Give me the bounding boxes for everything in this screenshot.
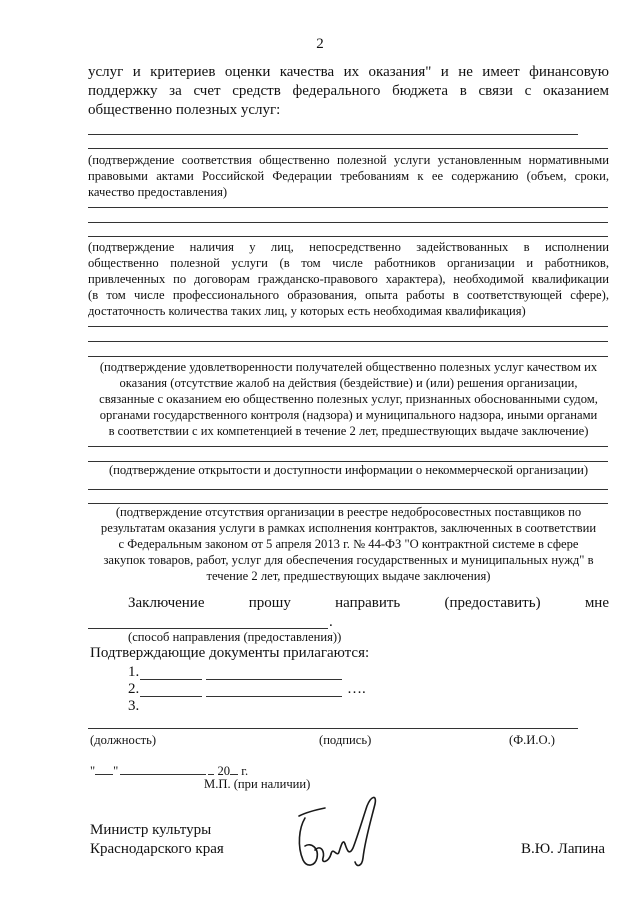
date-year-suffix-field[interactable] <box>230 774 238 775</box>
conclusion-request-line <box>128 594 609 613</box>
conclusion-word: мне <box>584 595 609 611</box>
note-qualification-line-2: общественно полезной услуги (в том числе работников организации и работников, <box>88 256 609 270</box>
conclusion-word: Заключение <box>128 595 205 611</box>
signature-label: (подпись) <box>319 733 372 747</box>
intro-paragraph <box>88 63 609 120</box>
intro-line-2: поддержку за счет средств федерального бюджета в связи с оказанием <box>88 83 609 99</box>
note-registry-line-2: результатам оказания услуги в рамках исполнения контрактов, заключенных в соответствии <box>100 521 597 535</box>
attachment-ellipsis: …. <box>347 681 366 697</box>
fill-line[interactable] <box>88 236 608 237</box>
date-year-suffix: г. <box>241 764 249 778</box>
fill-line[interactable] <box>88 356 608 357</box>
date-year-prefix: 20 <box>217 764 231 778</box>
position-label: (должность) <box>90 733 157 747</box>
delivery-method-note: (способ направления (предоставления)) <box>128 630 342 644</box>
fill-line[interactable] <box>88 222 608 223</box>
fill-line[interactable] <box>88 446 608 447</box>
name-label: (Ф.И.О.) <box>509 733 555 747</box>
note-qualification-line-3: привлеченных по договорам гражданско-правового характера), необходимой квалификации <box>88 272 609 286</box>
note-compliance <box>88 152 609 200</box>
note-qualification <box>88 239 609 319</box>
signer-title-line-1: Министр культуры <box>90 822 212 838</box>
conclusion-word: направить <box>335 595 401 611</box>
note-satisfaction-line-1: (подтверждение удовлетворенности получателей общественно полезных услуг качеством их <box>99 360 598 374</box>
note-compliance-line-3: качество предоставления) <box>88 185 228 199</box>
date-month-field[interactable] <box>120 774 206 775</box>
signature-field-line[interactable] <box>88 728 578 729</box>
note-compliance-line-2: правовыми актами Российской Федерации требованиям к ее содержанию (объем, сроки, <box>88 169 609 183</box>
note-qualification-line-4: (в том числе профессионального образования, опыта работы в соответствующей сфере), <box>88 288 609 302</box>
note-openness <box>88 462 609 478</box>
date-day-field[interactable] <box>95 774 113 775</box>
signer-title-line-2: Краснодарского края <box>90 841 224 857</box>
attachments-title: Подтверждающие документы прилагаются: <box>90 645 370 661</box>
attachment-item-2-number: 2. <box>128 681 140 697</box>
note-registry-line-3: с Федеральным законом от 5 апреля 2013 г. № 44-ФЗ "О контрактной системе в сфере <box>118 537 579 551</box>
attachment-item-1-field[interactable] <box>140 679 202 680</box>
attachment-item-2-field[interactable] <box>206 696 342 697</box>
note-registry-line-5: течение 2 лет, предшествующих выдаче заключения) <box>206 569 491 583</box>
date-close-quote: " <box>113 764 119 778</box>
date-year-field[interactable] <box>208 774 214 775</box>
handwritten-signature <box>285 788 390 873</box>
fill-line[interactable] <box>88 341 608 342</box>
fill-line[interactable] <box>88 207 608 208</box>
note-registry-line-4: закупок товаров, работ, услуг для обеспечения государственных и муниципальных нужд" в <box>103 553 594 567</box>
note-qualification-line-5: достаточность количества таких лиц, у которых есть необходимая квалификация) <box>88 304 526 318</box>
note-satisfaction-line-2: оказания (отсутствие жалоб на действия (бездействие) и (или) решения организации, <box>119 376 578 390</box>
note-registry-line-1: (подтверждение отсутствия организации в реестре недобросовестных поставщиков по <box>115 505 582 519</box>
date-open-quote: " <box>90 764 96 778</box>
conclusion-word: прошу <box>248 595 291 611</box>
attachment-item-1-field[interactable] <box>206 679 342 680</box>
note-compliance-line-1: (подтверждение соответствия общественно полезной услуги установленным нормативными <box>88 153 609 167</box>
fill-line[interactable] <box>88 326 608 327</box>
page-number: 2 <box>316 36 324 52</box>
attachment-item-2-field[interactable] <box>140 696 202 697</box>
note-satisfaction <box>88 359 609 439</box>
attachment-item-3-number: 3. <box>128 698 140 714</box>
fill-line[interactable] <box>88 134 578 135</box>
note-qualification-line-1: (подтверждение наличия у лиц, непосредственно задействованных в исполнении <box>88 240 609 254</box>
note-satisfaction-line-4: органами государственного контроля (надзора) и муниципального надзора, иными органами <box>99 408 598 422</box>
note-openness-line-1: (подтверждение открытости и доступности информации о некоммерческой организации) <box>108 463 589 477</box>
intro-line-3: общественно полезных услуг: <box>88 102 281 118</box>
stamp-note: М.П. (при наличии) <box>204 777 311 791</box>
attachment-item-1-number: 1. <box>128 664 140 680</box>
fill-line[interactable] <box>88 148 608 149</box>
intro-line-1: услуг и критериев оценки качества их оказания" и не имеет финансовую <box>88 64 609 80</box>
note-satisfaction-line-5: в соответствии с их компетенцией в течение 2 лет, предшествующих выдаче заключение) <box>108 424 589 438</box>
note-satisfaction-line-3: связанные с оказанием ею общественно полезных услуг, признанных обоснованными судом, <box>99 392 598 406</box>
fill-line[interactable] <box>88 489 608 490</box>
delivery-method-period: . <box>329 614 333 630</box>
signer-name: В.Ю. Лапина <box>521 841 606 857</box>
conclusion-word: (предоставить) <box>444 595 541 611</box>
note-registry <box>88 504 609 584</box>
